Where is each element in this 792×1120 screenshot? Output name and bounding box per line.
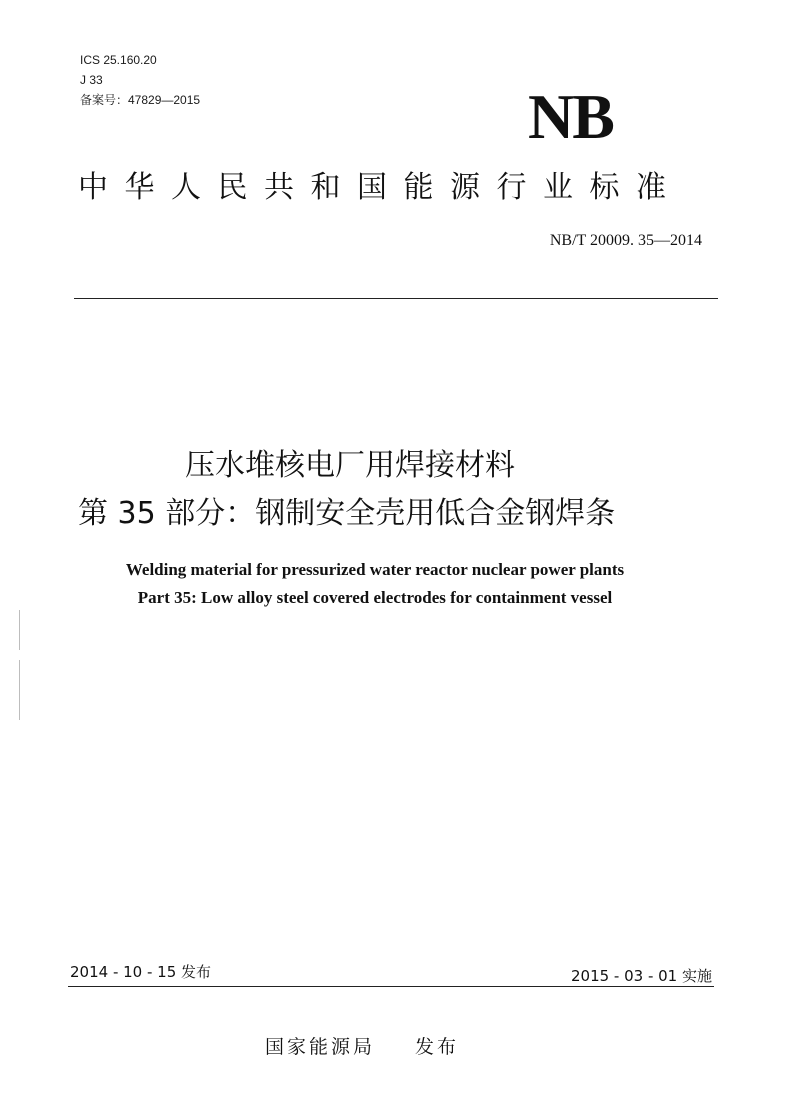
- chinese-title-line-2: 第 35 部分：钢制安全壳用低合金钢焊条: [78, 496, 616, 531]
- top-divider: [74, 298, 718, 299]
- nb-logo: NB: [528, 81, 613, 152]
- english-title-line-2: Part 35: Low alloy steel covered electrodes for containment vessel: [137, 588, 613, 607]
- standard-code: NB/T 20009. 35—2014: [549, 232, 702, 249]
- standard-category-title: 中华人民共和国能源行业标准: [78, 170, 683, 205]
- margin-scan-mark: [19, 660, 20, 720]
- implementation-date: 2015 - 03 - 01 实施: [570, 967, 712, 985]
- bottom-divider: [68, 986, 714, 987]
- record-number: 备案号：47829—2015: [80, 93, 201, 107]
- publisher-name: 国家能源局: [265, 1036, 376, 1058]
- chinese-title-line-1: 压水堆核电厂用焊接材料: [185, 448, 515, 483]
- classification-code: J 33: [80, 73, 103, 87]
- margin-scan-mark: [19, 610, 20, 650]
- english-title-line-1: Welding material for pressurized water reactor nuclear power plants: [125, 560, 625, 579]
- ics-code: ICS 25.160.20: [80, 53, 157, 67]
- publisher-action: 发布: [415, 1036, 460, 1058]
- publisher-line: [265, 1034, 459, 1060]
- publish-date: 2014 - 10 - 15 发布: [70, 963, 212, 981]
